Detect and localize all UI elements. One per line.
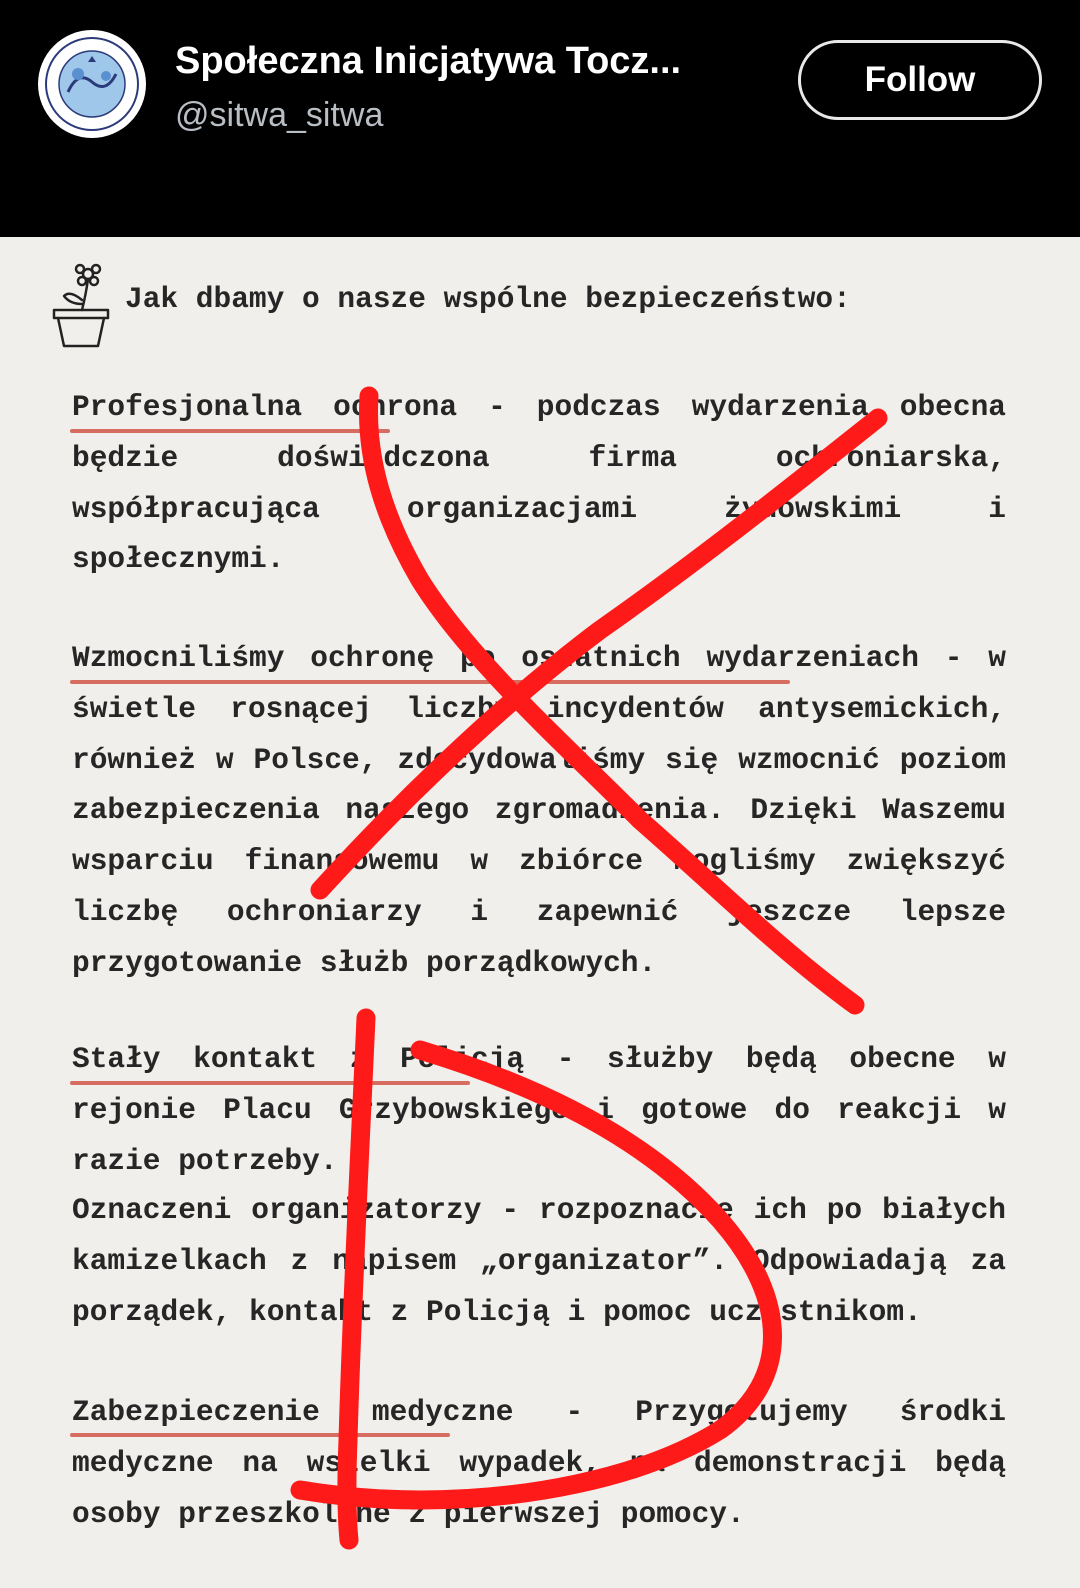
post-image — [0, 237, 1080, 1588]
paragraph-reinforced — [72, 633, 1006, 989]
flower-pot-icon — [50, 260, 112, 348]
paragraph-police — [72, 1034, 1006, 1186]
paragraph-text: Oznaczeni organizatorzy - rozpoznacie ich po białych kamizelkach z napisem „organizator”. Odpowiadają za porządek, kontakt z Policją i pomoc uczestnikom. — [72, 1193, 1006, 1329]
follow-button[interactable]: Follow — [798, 40, 1042, 120]
account-handle[interactable]: @sitwa_sitwa — [175, 96, 384, 134]
paragraph-text: Wzmocniliśmy ochronę po ostatnich wydarzeniach - w świetle rosnącej liczby incydentów antysemickich, również w Polsce, zdecydowaliśmy się wzmocnić poziom zabezpieczenia naszego zgromadzenia. Dzięki Waszemu wsparciu finansowemu w zbiórce mogliśmy zwiększyć liczbę ochroniarzy i zapewnić jeszcze lepsze przygotowanie służb porządkowych. — [72, 641, 1006, 980]
paragraph-organizers — [72, 1185, 1006, 1337]
avatar[interactable] — [38, 30, 146, 138]
post-header — [0, 0, 1080, 237]
paragraph-text: Stały kontakt z Policją - służby będą obecne w rejonie Placu Grzybowskiego i gotowe do reakcji w razie potrzeby. — [72, 1042, 1006, 1178]
post-heading: Jak dbamy o nasze wspólne bezpieczeństwo: — [125, 282, 851, 316]
sitwa-logo-icon — [38, 30, 146, 138]
highlight-underline — [70, 1081, 470, 1085]
paragraph-text: Profesjonalna ochrona - podczas wydarzenia obecna będzie doświadczona firma ochroniarska, współpracująca organizacjami żydowskimi i społecznymi. — [72, 390, 1006, 577]
highlight-underline — [70, 429, 390, 433]
paragraph-text: Zabezpieczenie medyczne - Przygotujemy środki medyczne na wszelki wypadek, na demonstracji będą osoby przeszkolone z pierwszej pomocy. — [72, 1395, 1006, 1531]
paragraph-medical — [72, 1387, 1006, 1539]
highlight-underline — [70, 1433, 450, 1437]
account-name[interactable]: Społeczna Inicjatywa Tocz... — [175, 40, 682, 82]
highlight-underline — [70, 680, 790, 684]
paragraph-security — [72, 382, 1006, 585]
